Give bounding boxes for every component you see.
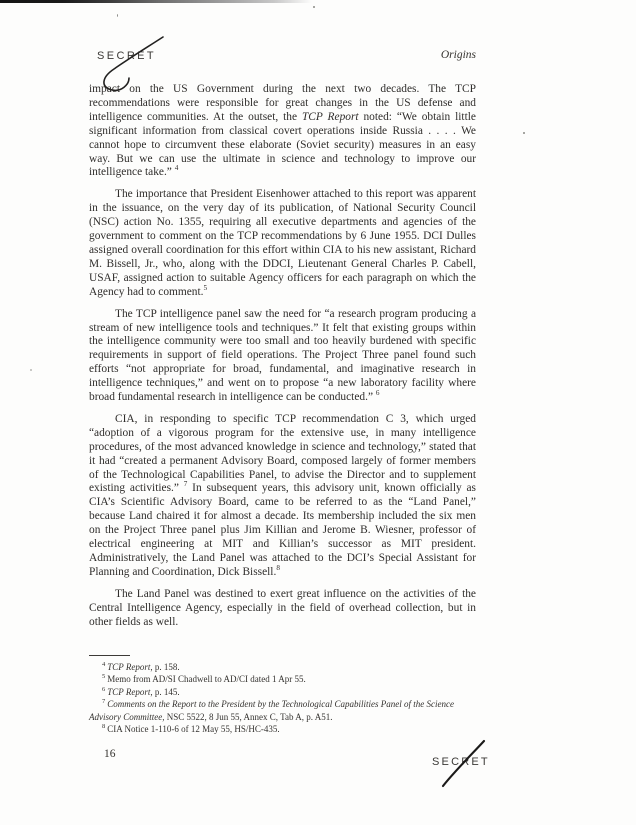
scan-speck — [117, 14, 118, 17]
classification-stamp-top: SECRET — [97, 50, 157, 62]
footnote-separator — [89, 655, 130, 656]
footnote — [89, 661, 479, 673]
text-segment: , p. 158. — [150, 662, 180, 672]
body-paragraph — [89, 413, 476, 580]
body-paragraph — [89, 188, 476, 299]
text-segment: The importance that President Eisenhower attached to this report was apparent in the issuance, on the very day of its publication, of National Security Council (NSC) action No. 1355, requiring all executive departments and agencies of the government to comment on the TCP recommendations by 6 June 1955. DCI Dulles assigned overall coordination for this effort within CIA to his new assistant, Richard M. Bissell, Jr., who, along with the DDCI, Lieutenant General Charles P. Cabell, USAF, assigned action to suitable Agency officers for each paragraph on which the Agency had to comment. — [89, 188, 476, 298]
body-paragraph — [89, 83, 476, 180]
running-head: Origins — [440, 49, 476, 61]
text-segment: TCP Report — [301, 110, 359, 123]
text-segment: , p. 145. — [150, 686, 180, 697]
footnotes-block — [89, 655, 479, 735]
footnote — [89, 686, 479, 698]
text-segment: CIA, in responding to specific TCP recommendation C 3, which urged “adoption of a vigorous program for the extensive use, in many intelligence procedures, of the most advanced knowledge in science and technology,” stated that it had “created a permanent Advisory Board, composed largely of former members of the Technological Capabilities Panel, to advise the Director and to supplement existing activities.” — [89, 412, 476, 495]
footnote — [89, 673, 479, 685]
text-segment: CIA Notice 1-110-6 of 12 May 55, HS/HC-435. — [107, 724, 280, 735]
text-segment: TCP Report — [107, 662, 151, 672]
footnote-ref: 6 — [375, 389, 380, 398]
body-text — [89, 83, 476, 638]
footnote-ref: 5 — [203, 283, 208, 292]
scan-edge-artifact — [0, 0, 312, 3]
footnote-ref: 8 — [276, 564, 280, 573]
text-segment: The Land Panel was destined to exert great influence on the activities of the Central Intelligence Agency, especially in the field of overhead collection, but in other fields as well. — [89, 587, 476, 628]
footnote-ref: 7 — [183, 480, 188, 489]
page-number: 16 — [104, 748, 116, 760]
body-paragraph — [89, 308, 476, 405]
text-segment: In subsequent years, this advisory unit, known officially as CIA’s Scientific Advisory Board, came to be referred to as the “Land Panel,” because Land chaired it for almost a decade. Its membership included the six men on the Project Three panel plus Jim Killian and Jerome B. Wiesner, professor of electrical engineering at MIT and Killian’s successor as MIT president. Administratively, the Land Panel was attached to the DCI’s Special Assistant for Planning and Coordination, Dick Bissell. — [89, 482, 476, 578]
text-segment: TCP Report — [107, 686, 151, 697]
footnote — [89, 698, 479, 723]
scan-speck — [30, 369, 32, 371]
footnote-marker: 4 — [102, 661, 106, 668]
body-paragraph — [89, 588, 476, 630]
text-segment: The TCP intelligence panel saw the need for “a research program producing a stream of new intelligence tools and techniques.” It felt that existing groups within the intelligence community were too small and too heavily burdened with specific requirements in support of field operations. The Project Three panel found such efforts “not appropriate for broad, fundamental, and imaginative research in intelligence techniques,” and went on to propose “a new laboratory facility where broad fundamental research in intelligence can be conducted.” — [89, 307, 476, 404]
scan-speck — [313, 6, 315, 8]
footnote-marker: 5 — [102, 673, 106, 681]
text-segment: Memo from AD/SI Chadwell to AD/CI dated 1 Apr 55. — [107, 674, 306, 685]
footnote-ref: 4 — [174, 164, 179, 173]
footnote-marker: 6 — [102, 685, 106, 693]
footnote — [89, 723, 479, 735]
footnote-marker: 7 — [102, 698, 106, 706]
footnote-list — [89, 661, 479, 735]
footnote-marker: 8 — [102, 723, 106, 731]
classification-stamp-bottom: SECRET — [432, 756, 490, 768]
text-segment: impact on the US Government during the next two decades. The TCP recommendations were responsible for great changes in the US defense and intelligence communities. At the outset, the — [89, 83, 476, 123]
text-segment: noted: “We obtain little significant information from classical covert operations inside Russia . . . . We cannot hope to circumvent these elaborate (Soviet security) measures in an easy way. But we can use the ultimate in science and technology to improve our intelligence take.” — [89, 110, 476, 179]
scan-speck — [523, 132, 525, 134]
text-segment: Comments on the Report to the President by the Technological Capabilities Panel of the Science Advisory Committee, — [89, 699, 455, 722]
text-segment: NSC 5522, 8 Jun 55, Annex C, Tab A, p. A51. — [164, 711, 333, 722]
